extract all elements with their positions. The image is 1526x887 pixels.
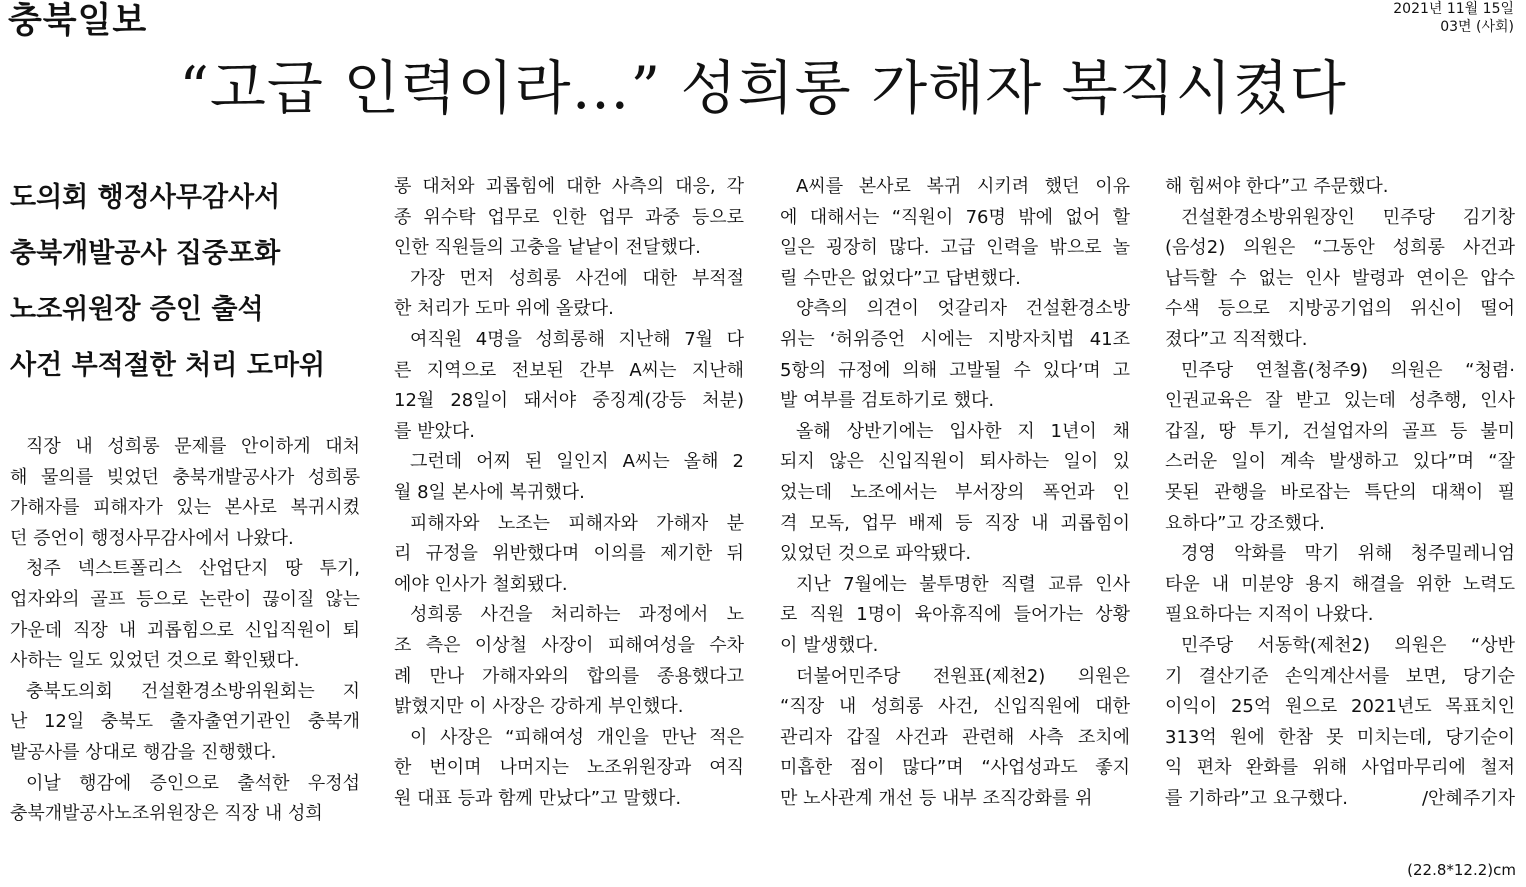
article-line: 리 규정을 위반했다며 이의를 제기한 뒤 (394, 543, 744, 565)
article-line: 가운데 직장 내 괴롭힘으로 신입직원이 퇴 (10, 619, 360, 641)
article-paragraph (10, 554, 360, 676)
article-line: “직장 내 성희롱 사건, 신입직원에 대한 (780, 696, 1130, 718)
article-paragraph (1165, 356, 1515, 540)
article-line: 난 12일 충북도 출자출연기관인 충북개 (10, 711, 360, 733)
article-line: 조 측은 이상철 사장이 피해여성을 수차 (394, 634, 744, 656)
article-paragraph (1165, 203, 1515, 356)
reporter-byline: /안혜주기자 (1421, 787, 1515, 809)
article-line: 직장 내 성희롱 문제를 안이하게 대처 (26, 436, 360, 457)
article-line: 발공사를 상대로 행감을 진행했다. (10, 741, 277, 763)
article-paragraph (394, 264, 744, 325)
article-line: 성희롱 사건을 처리하는 과정에서 노 (410, 604, 744, 626)
article-line: 청주 넥스트폴리스 산업단지 땅 투기, (26, 558, 360, 580)
article-paragraph (394, 600, 744, 722)
article-paragraph (780, 294, 1130, 416)
article-line: 피해자와 노조는 피해자와 가해자 분 (410, 512, 744, 534)
article-line: 미흡한 점이 많다”며 “사업성과도 좋지 (780, 757, 1130, 779)
article-subheads (10, 178, 370, 402)
article-paragraph (1165, 539, 1515, 631)
article-line: 이익이 25억 원으로 2021년도 목표치인 (1165, 696, 1515, 718)
article-line: 관리자 갑질 사건과 관련해 사측 조치에 (780, 726, 1130, 748)
article-line: 충북도의회 건설환경소방위원회는 지 (26, 680, 360, 702)
article-line: 원 대표 등과 함께 만났다”고 말했다. (394, 787, 682, 809)
article-line: 한 번이며 나머지는 노조위원장과 여직 (394, 757, 744, 779)
article-line: 해 물의를 빚었던 충북개발공사가 성희롱 (10, 466, 360, 488)
article-line: 그런데 어찌 된 일인지 A씨는 올해 2 (410, 451, 744, 473)
article-paragraph (780, 417, 1130, 570)
article-line: 민주당 서동학(제천2) 의원은 “상반 (1181, 634, 1515, 656)
article-line: 졌다”고 직적했다. (1165, 328, 1308, 350)
article-column-3 (780, 172, 1130, 814)
article-line: 밝혔지만 이 사장은 강하게 부인했다. (394, 696, 684, 718)
article-line: 일은 굉장히 많다. 고급 인력을 밖으로 놀 (780, 237, 1130, 259)
article-size-note: (22.8*12.2)cm (1407, 861, 1516, 879)
article-column-4 (1165, 172, 1515, 814)
newspaper-masthead: 충북일보 (8, 1, 148, 41)
article-line: 가장 먼저 성희롱 사건에 대한 부적절 (410, 267, 744, 289)
article-line: 사하는 일도 있었던 것으로 확인됐다. (10, 650, 300, 672)
article-line: 업자와의 골프 등으로 논란이 끊이질 않는 (10, 588, 360, 610)
article-paragraph (780, 570, 1130, 662)
article-line: 롱 대처와 괴롭힘에 대한 사측의 대응, 각 (394, 176, 744, 197)
article-line: 지난 7월에는 불투명한 직렬 교류 인사 (796, 573, 1130, 595)
article-line: 양측의 의견이 엇갈리자 건설환경소방 (796, 298, 1130, 320)
article-paragraph (394, 172, 744, 264)
subhead: 사건 부적절한 처리 도마위 (10, 350, 326, 381)
article-line: 경영 악화를 막기 위해 청주밀레니엄 (1181, 543, 1515, 565)
article-line: 이날 행감에 증인으로 출석한 우정섭 (26, 772, 360, 794)
article-paragraph (394, 325, 744, 447)
article-paragraph (394, 509, 744, 601)
article-line: 발 여부를 검토하기로 했다. (780, 390, 995, 412)
article-line: 를 기하라”고 요구했다. /안혜주기자 (1165, 784, 1515, 815)
article-line: 여직원 4명을 성희롱해 지난해 7월 다 (410, 328, 744, 350)
article-paragraph (1165, 172, 1515, 203)
article-headline: “고급 인력이라…” 성희롱 가해자 복직시켰다 (179, 54, 1347, 122)
article-line: 12월 28일이 돼서야 중징계(강등 처분) (394, 390, 744, 412)
article-paragraph (394, 447, 744, 508)
article-line: 기 결산기준 손익계산서를 보면, 당기순 (1165, 665, 1515, 687)
article-line: 례 만나 가해자와의 합의를 종용했다고 (394, 665, 744, 687)
article-paragraph (780, 662, 1130, 815)
article-line: 가해자를 피해자가 있는 본사로 복귀시켰 (10, 497, 360, 519)
article-line: 월 8일 본사에 복귀했다. (394, 481, 585, 503)
article-line: 인한 직원들의 고충을 낱낱이 전달했다. (394, 237, 701, 259)
article-line: 이 사장은 “피해여성 개인을 만난 적은 (410, 726, 744, 748)
article-paragraph (780, 172, 1130, 294)
article-line: 에 대해서는 “직원이 76명 밖에 없어 할 (780, 206, 1130, 228)
article-line: 었는데 노조에서는 부서장의 폭언과 인 (780, 481, 1130, 503)
article-line: 올해 상반기에는 입사한 지 1년이 채 (796, 420, 1130, 442)
article-column-2 (394, 172, 744, 814)
article-line: 릴 수만은 없었다”고 답변했다. (780, 267, 1021, 289)
article-line: 충북개발공사노조위원장은 직장 내 성희 (10, 803, 323, 825)
article-line: 스러운 일이 계속 발생하고 있다”며 “잘 (1165, 451, 1515, 473)
article-line: 수색 등으로 지방공기업의 위신이 떨어 (1165, 298, 1515, 320)
dateline (1393, 0, 1514, 36)
article-line: 위는 ‘허위증언 시에는 지방자치법 41조 (780, 328, 1130, 350)
article-paragraph (1165, 631, 1515, 815)
article-line: 한 처리가 도마 위에 올랐다. (394, 298, 614, 320)
article-line: 른 지역으로 전보된 간부 A씨는 지난해 (394, 359, 744, 381)
article-line: 타운 내 미분양 용지 해결을 위한 노력도 (1165, 573, 1515, 595)
article-line: 익 편차 완화를 위해 사업마무리에 철저 (1165, 757, 1515, 779)
article-line: 있었던 것으로 파악됐다. (780, 543, 972, 565)
article-line: 로 직원 1명이 육아휴직에 들어가는 상황 (780, 604, 1130, 626)
article-paragraph (10, 432, 360, 554)
page-section: 03면 (사회) (1440, 19, 1514, 35)
article-paragraph (10, 677, 360, 769)
article-paragraph (394, 723, 744, 815)
article-line: (음성2) 의원은 “그동안 성희롱 사건과 (1165, 237, 1515, 259)
article-line: 해 힘써야 한다”고 주문했다. (1165, 176, 1389, 197)
article-line: 되지 않은 신입직원이 퇴사하는 일이 있 (780, 451, 1130, 473)
article-line: 건설환경소방위원장인 민주당 김기창 (1181, 206, 1515, 228)
article-line: A씨를 본사로 복귀 시키려 했던 이유 (796, 176, 1130, 197)
article-line: 에야 인사가 철회됐다. (394, 573, 568, 595)
article-line: 종 위수탁 업무로 인한 업무 과중 등으로 (394, 206, 744, 228)
article-line: 인권교육은 잘 받고 있는데 성추행, 인사 (1165, 390, 1515, 412)
article-line: 요하다”고 강조했다. (1165, 512, 1325, 534)
article-line: 갑질, 땅 투기, 건설업자의 골프 등 불미 (1165, 420, 1515, 442)
article-line: 납득할 수 없는 인사 발령과 연이은 압수 (1165, 267, 1515, 289)
subhead: 충북개발공사 집중포화 (10, 238, 281, 269)
article-line: 이 발생했다. (780, 634, 879, 656)
subhead: 노조위원장 증인 출석 (10, 294, 264, 325)
article-line: 313억 원에 한참 못 미치는데, 당기순이 (1165, 726, 1515, 748)
article-line: 만 노사관계 개선 등 내부 조직강화를 위 (780, 787, 1093, 809)
article-line: 필요하다는 지적이 나왔다. (1165, 604, 1374, 626)
article-line: 못된 관행을 바로잡는 특단의 대책이 필 (1165, 481, 1515, 503)
article-column-1 (10, 432, 360, 830)
article-line: 던 증언이 행정사무감사에서 나왔다. (10, 527, 294, 549)
publication-date: 2021년 11월 15일 (1393, 1, 1514, 17)
article-line: 5항의 규정에 의해 고발될 수 있다’며 고 (780, 359, 1130, 381)
article-line: 더불어민주당 전원표(제천2) 의원은 (796, 665, 1130, 687)
article-line: 격 모독, 업무 배제 등 직장 내 괴롭힘이 (780, 512, 1130, 534)
article-line: 를 받았다. (394, 420, 475, 442)
subhead: 도의회 행정사무감사서 (10, 182, 281, 213)
article-line: 민주당 연철흠(청주9) 의원은 “청렴· (1181, 359, 1515, 381)
article-paragraph (10, 769, 360, 830)
